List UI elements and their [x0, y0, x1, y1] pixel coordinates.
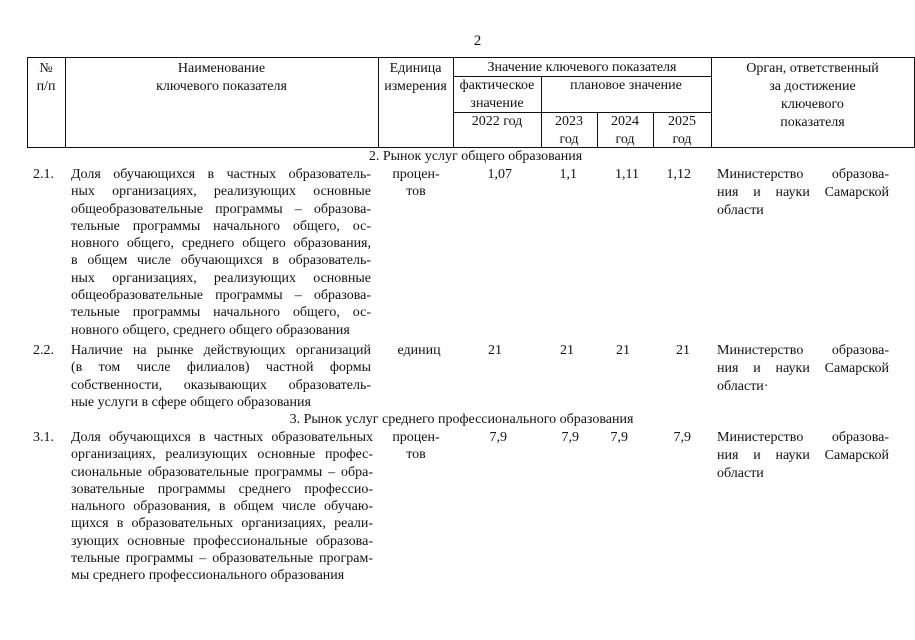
- name-line: сиональные образовательные программы – обра-: [71, 464, 373, 480]
- name-line: Доля обучающихся в частных образовательных: [71, 430, 373, 445]
- value-2024: 21: [616, 343, 630, 358]
- header-planned: плановое значение: [570, 78, 682, 93]
- responsible-organ: [717, 429, 889, 483]
- name-line: общеобразовательные программы – образова-: [71, 201, 371, 217]
- unit: процен- тов: [392, 430, 440, 462]
- name-line: в общем числе обучающихся в образователь-: [71, 253, 371, 269]
- value-2022: 1,07: [487, 167, 512, 182]
- header-num: № п/п: [36, 61, 56, 94]
- unit: единиц: [397, 343, 441, 358]
- row-number: 3.1.: [33, 430, 54, 445]
- org-line: Министерство образова-: [717, 430, 889, 445]
- value-2024: 1,11: [615, 167, 639, 182]
- header-top-border: [27, 57, 914, 58]
- header-name: Наименование ключевого показателя: [156, 61, 287, 94]
- name-line: нального образования, в общем числе обучаю-: [71, 499, 373, 515]
- header-value-group: Значение ключевого показателя: [487, 60, 677, 75]
- header-year-2024: 2024 год: [611, 114, 639, 147]
- org-line: области: [717, 466, 764, 481]
- name-line: мы среднего профессионального образования: [71, 568, 345, 584]
- name-line: организациях, реализующих основные профес-: [71, 447, 373, 463]
- value-2022: 21: [488, 343, 502, 358]
- responsible-organ: [717, 166, 889, 220]
- name-line: новного общего, среднего общего образования,: [71, 236, 371, 252]
- value-2023: 21: [560, 343, 574, 358]
- header-year-2025: 2025 год: [668, 114, 696, 147]
- value-2023: 1,1: [559, 167, 577, 182]
- value-2025: 21: [676, 343, 690, 358]
- name-line: (в том числе филиалов) частной формы: [71, 360, 371, 376]
- org-line: Министерство образова-: [717, 167, 889, 182]
- value-2023: 7,9: [561, 430, 579, 445]
- org-line: ния и науки Самарской: [717, 361, 889, 376]
- value-2025: 7,9: [673, 430, 691, 445]
- org-line: области·: [717, 379, 769, 394]
- row-number: 2.2.: [33, 343, 54, 358]
- name-line: тельные программы начального общего, ос-: [71, 218, 371, 234]
- section-title: 3. Рынок услуг среднего профессионального образования: [289, 412, 634, 427]
- section-title: 2. Рынок услуг общего образования: [368, 149, 583, 164]
- name-line: ных организациях, реализующих основные: [71, 270, 371, 286]
- header-year-2023: 2023 год: [555, 114, 583, 147]
- value-2022: 7,9: [489, 430, 507, 445]
- responsible-organ: [717, 342, 889, 396]
- name-line: новного общего, среднего общего образования: [71, 322, 350, 338]
- name-line: тельные программы – образовательные програм-: [71, 551, 373, 567]
- name-line: Наличие на рынке действующих организаций: [71, 343, 371, 358]
- unit: процен- тов: [392, 167, 440, 199]
- header-unit: Единица измерения: [384, 61, 447, 94]
- name-line: зовательные программы среднего профессио-: [71, 481, 373, 497]
- org-line: ния и науки Самарской: [717, 185, 889, 200]
- header-actual: фактическое значение: [459, 78, 535, 111]
- indicator-name: [71, 342, 371, 411]
- name-line: ных организациях, реализующих основные: [71, 184, 371, 200]
- org-line: области: [717, 203, 764, 218]
- name-line: общеобразовательные программы – образова-: [71, 288, 371, 304]
- indicator-name: [71, 429, 373, 585]
- name-line: зующих основные профессиональные образова-: [71, 533, 373, 549]
- row-number: 2.1.: [33, 167, 54, 182]
- value-2024: 7,9: [610, 430, 628, 445]
- name-line: собственности, оказывающих образователь-: [71, 377, 371, 393]
- header-year-2022: 2022 год: [471, 114, 523, 129]
- header-org: Орган, ответственный за достижение ключевого показателя: [746, 61, 879, 130]
- name-line: Доля обучающихся в частных образователь-: [71, 167, 371, 182]
- value-2025: 1,12: [666, 167, 691, 182]
- name-line: щихся в образовательных организациях, реали-: [71, 516, 373, 532]
- page-number: 2: [473, 33, 482, 49]
- indicator-name: [71, 166, 371, 339]
- org-line: ния и науки Самарской: [717, 448, 889, 463]
- name-line: тельные программы начального общего, ос-: [71, 305, 371, 321]
- org-line: Министерство образова-: [717, 343, 889, 358]
- name-line: ные услуги в сфере общего образования: [71, 394, 311, 410]
